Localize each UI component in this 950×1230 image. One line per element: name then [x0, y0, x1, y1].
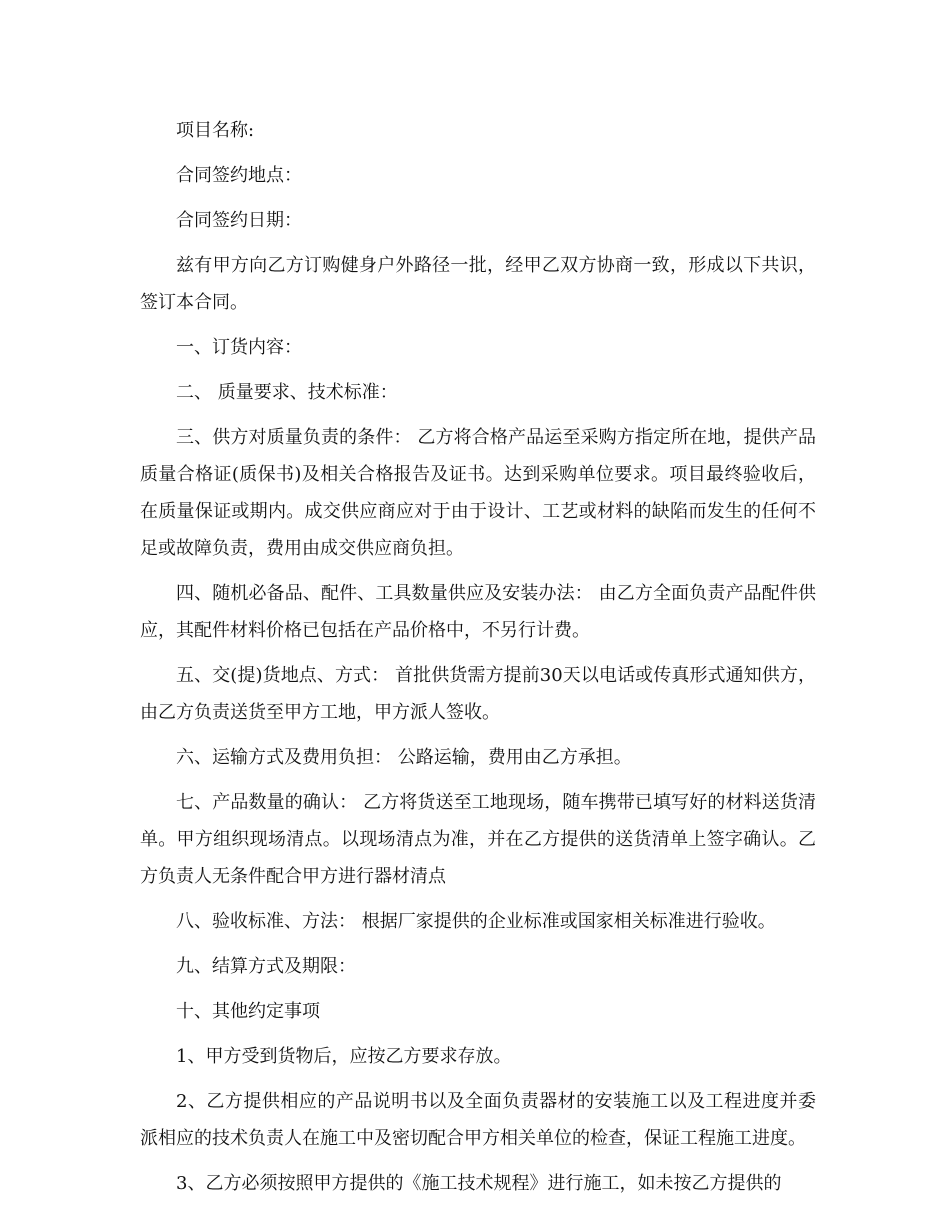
clause-10-other-matters: 十、其他约定事项	[176, 1001, 320, 1022]
clause-7-quantity-confirmation: 七、产品数量的确认： 乙方将货送至工地现场，随车携带已填写好的材料送货清单。甲方组织现场清点。以现场清点为准，并在乙方提供的送货清单上签字确认。乙方负责人无条件配合甲方进行器材清点	[140, 792, 816, 887]
item-2-installation: 2、乙方提供相应的产品说明书以及全面负责器材的安装施工以及工程进度并委派相应的技术负责人在施工中及密切配合甲方相关单位的检查，保证工程施工进度。	[140, 1091, 816, 1149]
contract-body	[140, 112, 816, 1210]
project-name-line: 项目名称:	[176, 120, 255, 141]
clause-8-acceptance: 八、验收标准、方法： 根据厂家提供的企业标准或国家相关标准进行验收。	[176, 911, 776, 932]
preamble-paragraph: 兹有甲方向乙方订购健身户外路径一批，经甲乙双方协商一致，形成以下共识，签订本合同。	[140, 255, 816, 313]
clause-6-transport: 六、运输方式及费用负担： 公路运输，费用由乙方承担。	[176, 747, 632, 768]
signing-location-line: 合同签约地点：	[176, 165, 302, 186]
clause-1-order-content: 一、订货内容：	[176, 337, 302, 358]
clause-5-delivery: 五、交(提)货地点、方式： 首批供货需方提前30天以电话或传真形式通知供方，由乙方负责送货至甲方工地，甲方派人签收。	[140, 665, 816, 723]
item-3-construction-rules: 3、乙方必须按照甲方提供的《施工技术规程》进行施工，如未按乙方提供的	[176, 1173, 782, 1194]
clause-4-accessories-supply: 四、随机必备品、配件、工具数量供应及安装办法： 由乙方全面负责产品配件供应，其配件材料价格已包括在产品价格中，不另行计费。	[140, 583, 816, 641]
clause-9-settlement: 九、结算方式及期限：	[176, 956, 356, 977]
signing-date-line: 合同签约日期：	[176, 210, 302, 231]
item-1-storage: 1、甲方受到货物后，应按乙方要求存放。	[176, 1046, 512, 1067]
clause-3-quality-responsibility: 三、供方对质量负责的条件： 乙方将合格产品运至采购方指定所在地，提供产品质量合格证(质保书)及相关合格报告及证书。达到采购单位要求。项目最终验收后，在质量保证或期内。成交供应商应对于由于设计、工艺或材料的缺陷而发生的任何不足或故障负责，费用由成交供应商负担。	[140, 427, 816, 559]
clause-2-quality-standards: 二、 质量要求、技术标准：	[176, 382, 398, 403]
